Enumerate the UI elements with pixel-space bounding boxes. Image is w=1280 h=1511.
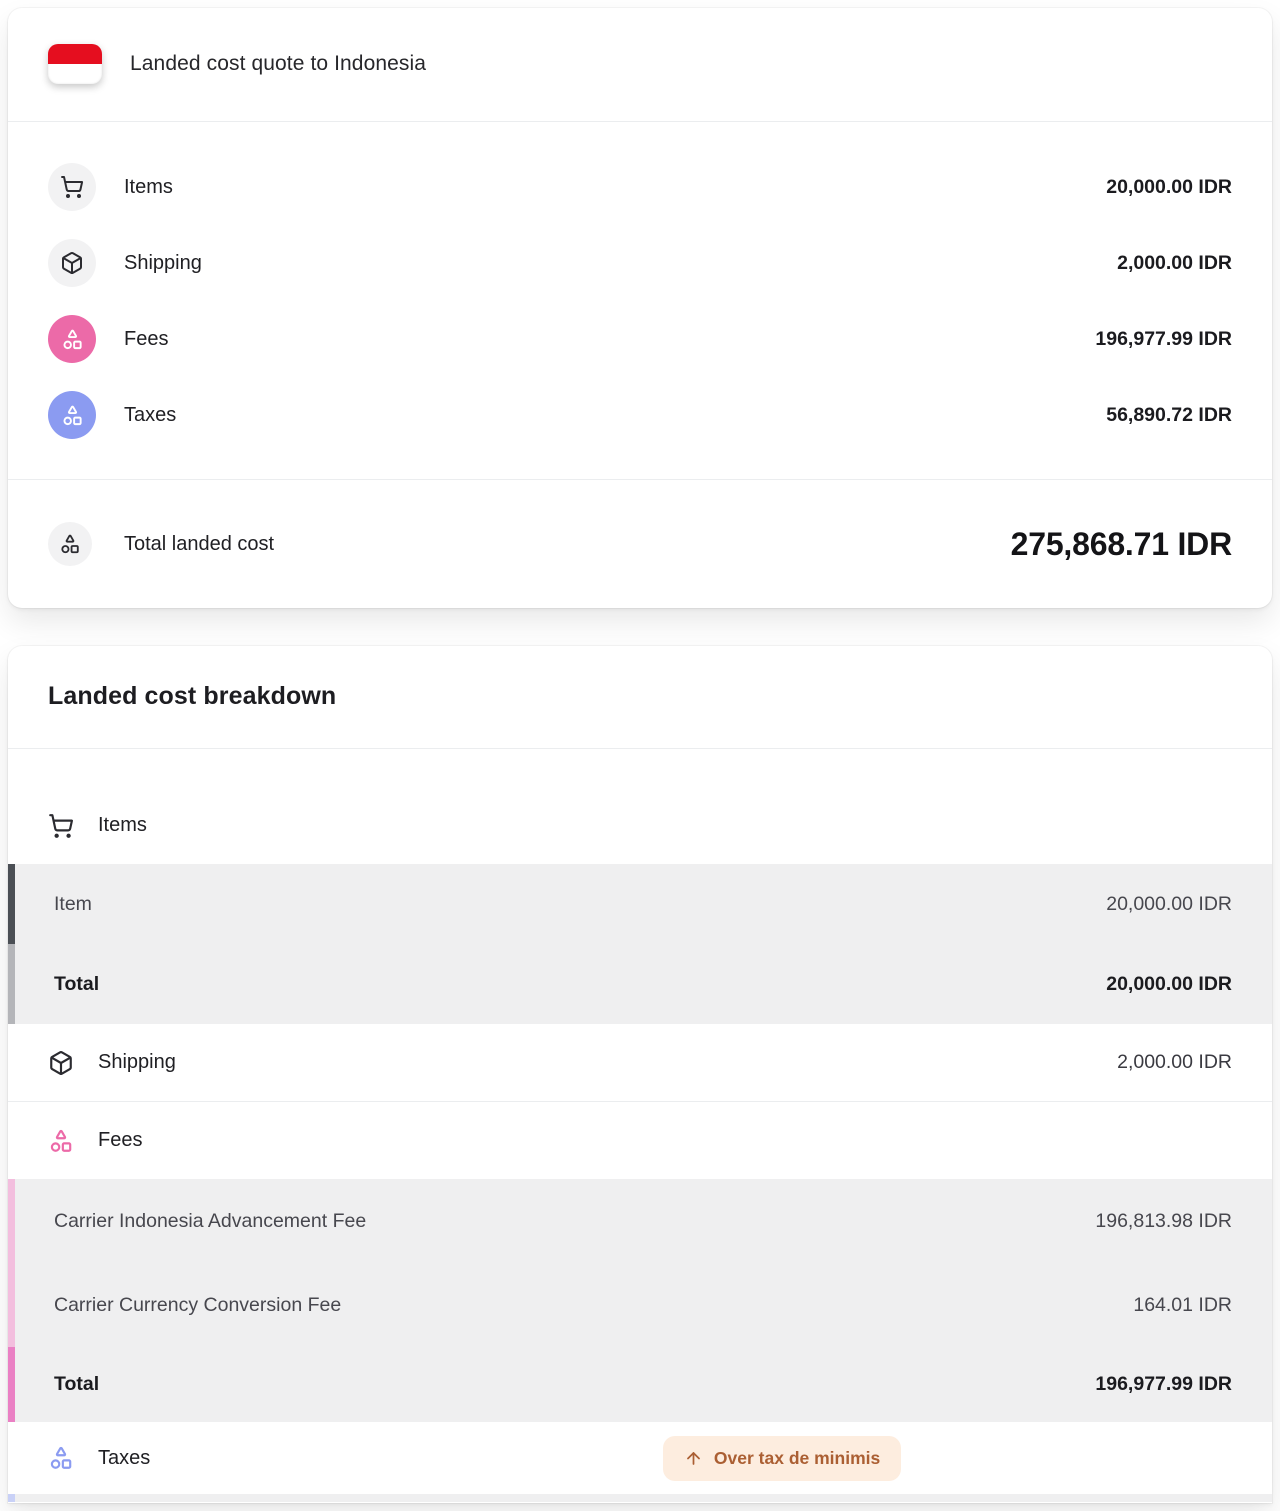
- breakdown-section-shipping: [8, 1024, 1272, 1102]
- breakdown-row-item: [8, 864, 1272, 944]
- over-tax-de-minimis-badge: [663, 1436, 901, 1481]
- row-label: Total: [54, 1373, 100, 1395]
- breakdown-row-fee: [8, 1179, 1272, 1263]
- row-value: 196,977.99 IDR: [1095, 1373, 1232, 1395]
- row-label: Carrier Currency Conversion Fee: [54, 1293, 342, 1316]
- breakdown-section-taxes: [8, 1422, 1272, 1494]
- row-value: 164.01 IDR: [1133, 1293, 1232, 1316]
- shapes-icon: [48, 315, 96, 363]
- badge-text: Over tax de minimis: [713, 1447, 881, 1468]
- breakdown-section-items: [8, 787, 1272, 864]
- summary-row-items: [48, 149, 1232, 225]
- cart-icon: [48, 163, 96, 211]
- cart-icon: [48, 813, 74, 839]
- section-value: 2,000.00 IDR: [1117, 1051, 1232, 1073]
- quote-summary-rows: [8, 122, 1272, 479]
- indonesia-flag-icon: [48, 44, 102, 84]
- arrow-up-icon: [684, 1449, 703, 1468]
- summary-row-value: 56,890.72 IDR: [1106, 403, 1232, 426]
- quote-card-header: [8, 8, 1272, 122]
- section-label: Items: [98, 814, 147, 836]
- total-landed-cost-row: [8, 479, 1272, 608]
- shapes-icon: [48, 1128, 74, 1154]
- summary-row-value: 2,000.00 IDR: [1117, 251, 1232, 274]
- row-label: Carrier Indonesia Advancement Fee: [54, 1209, 367, 1232]
- summary-row-label: Fees: [124, 327, 169, 350]
- summary-row-taxes: [48, 377, 1232, 453]
- package-icon: [48, 1050, 74, 1076]
- summary-row-label: Items: [124, 175, 173, 198]
- shapes-icon: [48, 522, 92, 566]
- row-value: 196,813.98 IDR: [1095, 1209, 1232, 1232]
- summary-row-value: 196,977.99 IDR: [1095, 327, 1232, 350]
- breakdown-section-fees: [8, 1102, 1272, 1179]
- row-label: Total: [54, 972, 100, 995]
- breakdown-card: [8, 646, 1272, 1503]
- package-icon: [48, 239, 96, 287]
- shapes-icon: [48, 1445, 74, 1471]
- summary-row-label: Shipping: [124, 251, 202, 274]
- breakdown-row-fee: [8, 1263, 1272, 1347]
- summary-row-fees: [48, 301, 1232, 377]
- row-value: 20,000.00 IDR: [1106, 892, 1232, 915]
- page: [0, 8, 1280, 1503]
- section-label: Shipping: [98, 1051, 176, 1073]
- section-label: Fees: [98, 1129, 143, 1151]
- summary-row-shipping: [48, 225, 1232, 301]
- summary-row-label: Taxes: [124, 403, 177, 426]
- breakdown-card-header: [8, 646, 1272, 749]
- quote-card: [8, 8, 1272, 608]
- summary-row-value: 20,000.00 IDR: [1106, 175, 1232, 198]
- section-label: Taxes: [98, 1446, 151, 1469]
- row-label: Item: [54, 892, 92, 915]
- total-landed-cost-value: 275,868.71 IDR: [1010, 525, 1232, 562]
- breakdown-title: Landed cost breakdown: [48, 682, 337, 710]
- shapes-icon: [48, 391, 96, 439]
- breakdown-row-partial: [8, 1494, 1272, 1502]
- quote-title: Landed cost quote to Indonesia: [130, 52, 427, 75]
- row-value: 20,000.00 IDR: [1106, 972, 1232, 995]
- total-landed-cost-label: Total landed cost: [124, 532, 275, 555]
- breakdown-row-items-total: [8, 944, 1272, 1024]
- breakdown-row-fees-total: [8, 1347, 1272, 1422]
